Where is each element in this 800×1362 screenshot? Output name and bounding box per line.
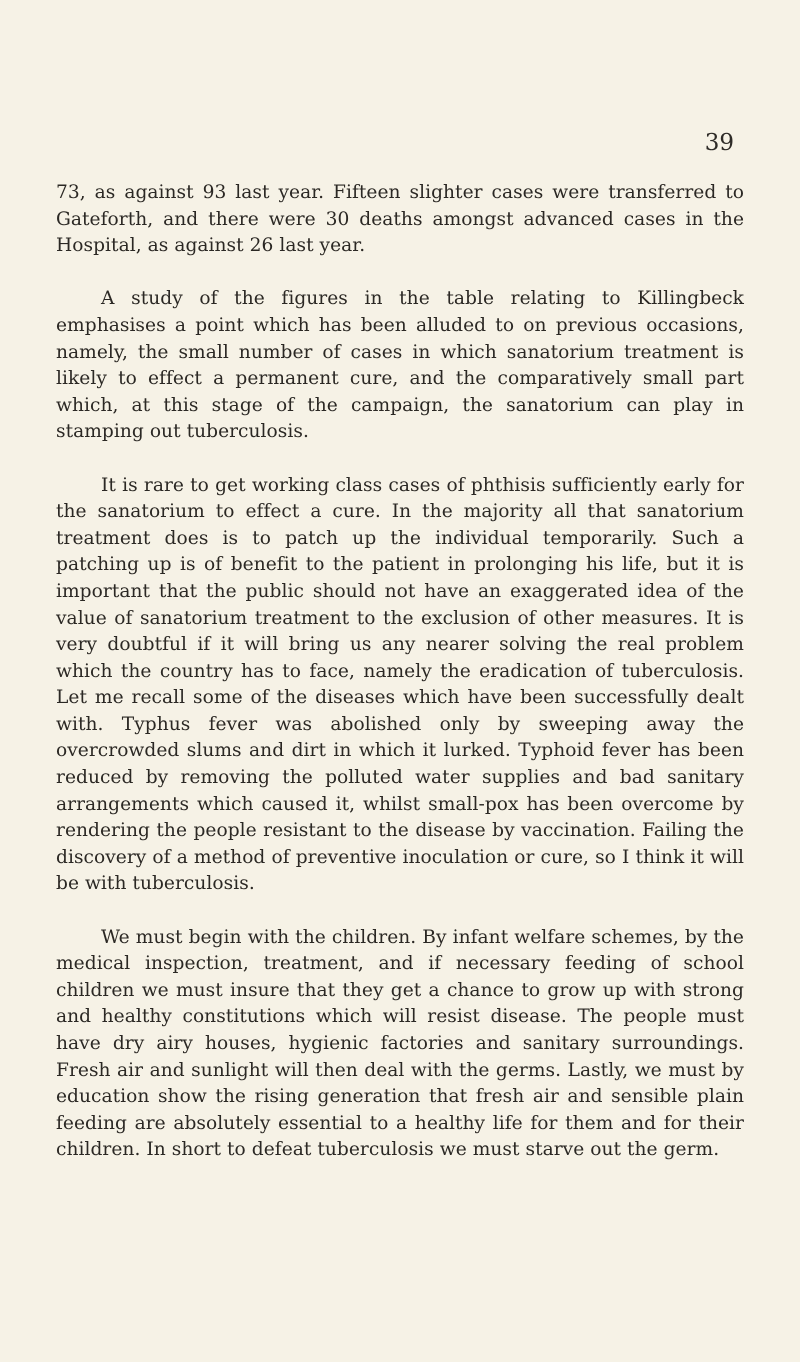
paragraph-begin-with-children: We must begin with the children. By infant welfare schemes, by the medical inspection, treatment, and if necessary feeding of school children we must insure that they get a chance to grow up with strong and healthy constitutions which will resist disease. The people must have dry airy houses, hygienic factories and sanitary surroundings. Fresh air and sunlight will then deal with the germs. Lastly, we must by education show the rising generation that fresh air and sensible plain feeding are absolutely essential to a healthy life for them and for their children. In short to defeat tuberculosis we must starve out the germ. bbox=[56, 926, 744, 1161]
paragraph-gap bbox=[56, 260, 744, 287]
paragraph-gap bbox=[56, 898, 744, 925]
paragraph-killingbeck-study: A study of the figures in the table relating to Killingbeck emphasises a point which has been alluded to on previous occasions, namely, the small number of cases in which sanatorium treatment is likely to effect a permanent cure, and the comparatively small part which, at this stage of the campaign, the sanatorium can play in stamping out tuberculosis. bbox=[56, 288, 744, 443]
paragraph-continuation: 73, as against 93 last year. Fifteen slighter cases were transferred to Gateforth, and there were 30 deaths amongst advanced cases in the Hospital, as against 26 last year. bbox=[56, 182, 744, 257]
paragraph-sanatorium-treatment: It is rare to get working class cases of phthisis sufficiently early for the sanatorium to effect a cure. In the majority all that sanatorium treatment does is to patch up the individual temporarily. Such a patching up is of benefit to the patient in prolonging his life, but it is important that the public should not have an exaggerated idea of the value of sanatorium treatment to the exclusion of other measures. It is very doubtful if it will bring us any nearer solving the real problem which the country has to face, namely the eradication of tuberculosis. Let me recall some of the diseases which have been successfully dealt with. Typhus fever was abolished only by sweeping away the overcrowded slums and dirt in which it lurked. Typhoid fever has been reduced by removing the polluted water supplies and bad sanitary arrangements which caused it, whilst small-pox has been overcome by rendering the people resistant to the disease by vaccination. Failing the discovery of a method of preventive inoculation or cure, so I think it will be with tuberculosis. bbox=[56, 474, 744, 895]
body-text bbox=[56, 180, 744, 1164]
paragraph-gap bbox=[56, 446, 744, 473]
page-number: 39 bbox=[704, 130, 734, 156]
